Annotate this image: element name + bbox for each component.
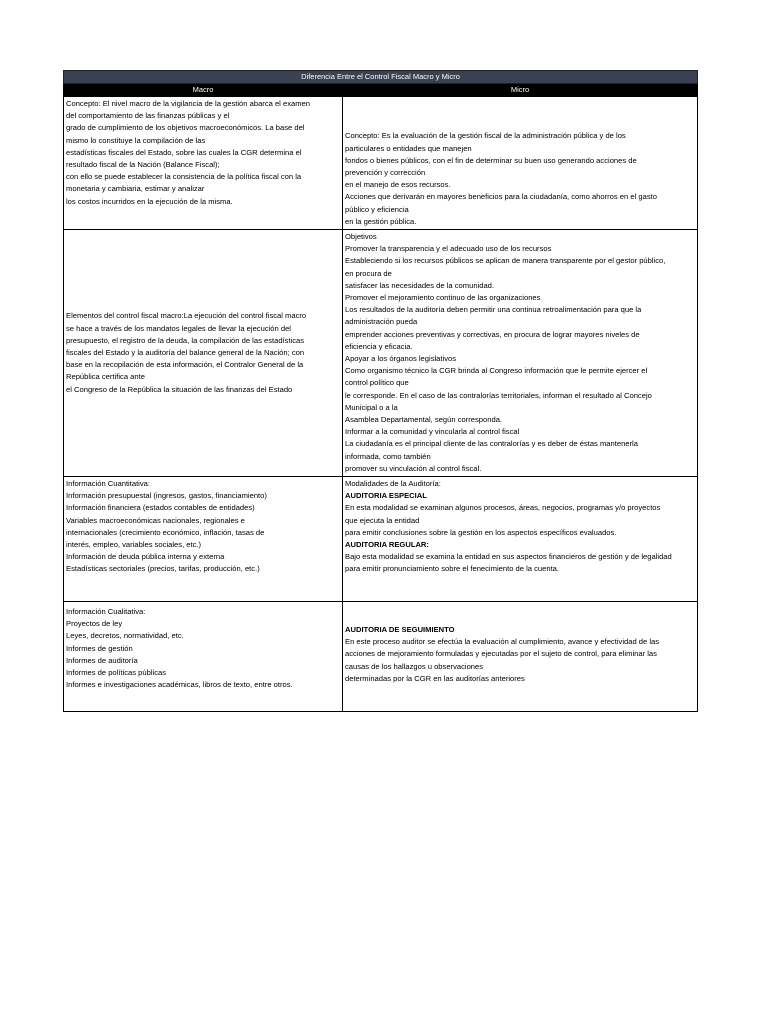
cell-text-line: Información Cuantitativa: <box>66 479 150 489</box>
cell-text-line: los costos incurridos en la ejecución de la misma. <box>66 196 233 206</box>
cell-text-line: le corresponde. En el caso de las contralorías territoriales, informan el resultado al Concejo <box>345 390 652 400</box>
cell-text-line: mismo lo constituye la compilación de las <box>66 135 206 145</box>
cell-text-line: Información de deuda pública interna y externa <box>66 552 225 562</box>
cell-text-line: Promover el mejoramiento continuo de las organizaciones <box>345 293 541 303</box>
cell-text-line: En este proceso auditor se efectúa la evaluación al cumplimiento, avance y efectividad de las <box>345 637 660 647</box>
cell-text-line: Informes de gestión <box>66 643 133 653</box>
cell-text-line: del comportamiento de las finanzas públicas y el <box>66 111 230 121</box>
cell-text-line: Información presupuestal (ingresos, gastos, financiamiento) <box>66 491 267 501</box>
macro-cell <box>64 477 343 602</box>
cell-text-line: República certifica ante <box>66 372 145 382</box>
cell-text-line: Informes e investigaciones académicas, libros de texto, entre otros. <box>66 680 293 690</box>
cell-text-line: Acciones que derivarán en mayores beneficios para la ciudadanía, como ahorros en el gasto <box>345 192 657 202</box>
cell-text-line: Bajo esta modalidad se examina la entidad en sus aspectos financieros de gestión y de legalidad <box>345 552 672 562</box>
cell-text-line: La ciudadanía es el principal cliente de las contralorías y es deber de éstas mantenerla <box>345 439 638 449</box>
cell-text-line: determinadas por la CGR en las auditorías anteriores <box>345 673 525 683</box>
table-title: Diferencia Entre el Control Fiscal Macro y Micro <box>64 71 698 84</box>
cell-text-line: el Congreso de la República la situación de las finanzas del Estado <box>66 384 293 394</box>
macro-cell <box>64 97 343 230</box>
cell-text-line: Informar a la comunidad y vincularla al control fiscal <box>345 427 520 437</box>
cell-text-line: en el manejo de esos recursos. <box>345 180 451 190</box>
cell-text-line: en procura de <box>345 268 392 278</box>
cell-text-line: eficiencia y eficacia. <box>345 341 413 351</box>
cell-text-line: público y eficiencia <box>345 204 409 214</box>
table-row <box>64 602 698 712</box>
macro-cell <box>64 602 343 712</box>
cell-text-line: emprender acciones preventivas y correctivas, en procura de lograr mayores niveles de <box>345 329 640 339</box>
comparison-table <box>63 70 698 712</box>
cell-text-line: Elementos del control fiscal macro:La ejecución del control fiscal macro <box>66 311 307 321</box>
cell-text-line: Estableciendo si los recursos públicos se aplican de manera transparente por el gestor público, <box>345 256 666 266</box>
cell-text-line: con ello se puede establecer la consistencia de la política fiscal con la <box>66 172 302 182</box>
cell-text-line: acciones de mejoramiento formuladas y ejecutadas por el sujeto de control, para eliminar las <box>345 649 657 659</box>
cell-text-line: para emitir pronunciamiento sobre el fenecimiento de la cuenta. <box>345 564 560 574</box>
cell-text-line: Leyes, decretos, normatividad, etc. <box>66 631 184 641</box>
micro-cell <box>343 230 698 477</box>
micro-cell <box>343 602 698 712</box>
cell-text-line: Información Cualitativa: <box>66 607 146 617</box>
cell-text-line: Proyectos de ley <box>66 619 123 629</box>
table-row <box>64 477 698 602</box>
cell-text-line: particulares o entidades que manejen <box>345 143 472 153</box>
cell-text-line: Los resultados de la auditoría deben permitir una continua retroalimentación para que la <box>345 305 642 315</box>
cell-text-line: control político que <box>345 378 409 388</box>
table-row <box>64 97 698 230</box>
cell-text-line: Informes de auditoría <box>66 655 138 665</box>
cell-text-line: Información financiera (estados contables de entidades) <box>66 503 255 513</box>
cell-text-line: presupuesto, el registro de la deuda, la compilación de las estadísticas <box>66 335 305 345</box>
column-header-micro: Micro <box>343 84 698 97</box>
cell-text-line: Variables macroeconómicas nacionales, regionales e <box>66 515 245 525</box>
cell-text-line: AUDITORIA ESPECIAL <box>345 491 427 501</box>
micro-cell <box>343 97 698 230</box>
cell-text-line: se hace a través de los mandatos legales de llevar la ejecución del <box>66 323 291 333</box>
cell-text-line: Modalidades de la Auditoría: <box>345 479 441 489</box>
table-row <box>64 230 698 477</box>
cell-text-line: causas de los hallazgos u observaciones <box>345 661 484 671</box>
cell-text-line: que ejecuta la entidad <box>345 515 420 525</box>
cell-text-line: fondos o bienes públicos, con el fin de determinar su buen uso generando acciones de <box>345 155 637 165</box>
cell-text-line: satisfacer las necesidades de la comunidad. <box>345 280 495 290</box>
cell-text-line: Asamblea Departamental, según corresponda. <box>345 415 503 425</box>
cell-text-line: En esta modalidad se examinan algunos procesos, áreas, negocios, programas y/o proyectos <box>345 503 661 513</box>
cell-text-line: Promover la transparencia y el adecuado uso de los recursos <box>345 244 552 254</box>
cell-text-line: grado de cumplimiento de los objetivos macroeconómicos. La base del <box>66 123 305 133</box>
micro-cell <box>343 477 698 602</box>
cell-text-line: AUDITORIA REGULAR: <box>345 540 429 550</box>
cell-text-line: Municipal o a la <box>345 402 398 412</box>
cell-text-line: Informes de políticas públicas <box>66 668 167 678</box>
cell-text-line: Como organismo técnico la CGR brinda al Congreso información que le permite ejercer el <box>345 366 648 376</box>
cell-text-line: Objetivos <box>345 232 377 241</box>
cell-text-line: Estadísticas sectoriales (precios, tarifas, producción, etc.) <box>66 564 260 574</box>
cell-text-line: en la gestión pública. <box>345 216 417 226</box>
cell-text-line: estadísticas fiscales del Estado, sobre las cuales la CGR determina el <box>66 147 302 157</box>
cell-text-line: base en la recopilación de esta información, el Contralor General de la <box>66 360 304 370</box>
cell-text-line: promover su vinculación al control fiscal. <box>345 463 482 473</box>
column-header-macro: Macro <box>64 84 343 97</box>
cell-text-line: para emitir conclusiones sobre la gestión en los aspectos específicos evaluados. <box>345 527 617 537</box>
cell-text-line: AUDITORIA DE SEGUIMIENTO <box>345 625 455 635</box>
macro-cell <box>64 230 343 477</box>
cell-text-line: administración pueda <box>345 317 418 327</box>
cell-text-line: fiscales del Estado y la auditoría del balance general de la Nación; con <box>66 347 305 357</box>
cell-text-line: prevención y corrección <box>345 167 426 177</box>
cell-text-line: internacionales (crecimiento económico, inflación, tasas de <box>66 527 265 537</box>
cell-text-line: Apoyar a los órganos legislativos <box>345 354 457 364</box>
cell-text-line: informada, como también <box>345 451 431 461</box>
cell-text-line: Concepto: Es la evaluación de la gestión fiscal de la administración pública y de los <box>345 131 626 141</box>
cell-text-line: monetaria y cambiaria, estimar y analizar <box>66 184 205 194</box>
cell-text-line: interés, empleo, variables sociales, etc.) <box>66 540 202 550</box>
cell-text-line: Concepto: El nivel macro de la vigilancia de la gestión abarca el examen <box>66 99 310 108</box>
cell-text-line: resultado fiscal de la Nación (Balance Fiscal); <box>66 160 220 170</box>
